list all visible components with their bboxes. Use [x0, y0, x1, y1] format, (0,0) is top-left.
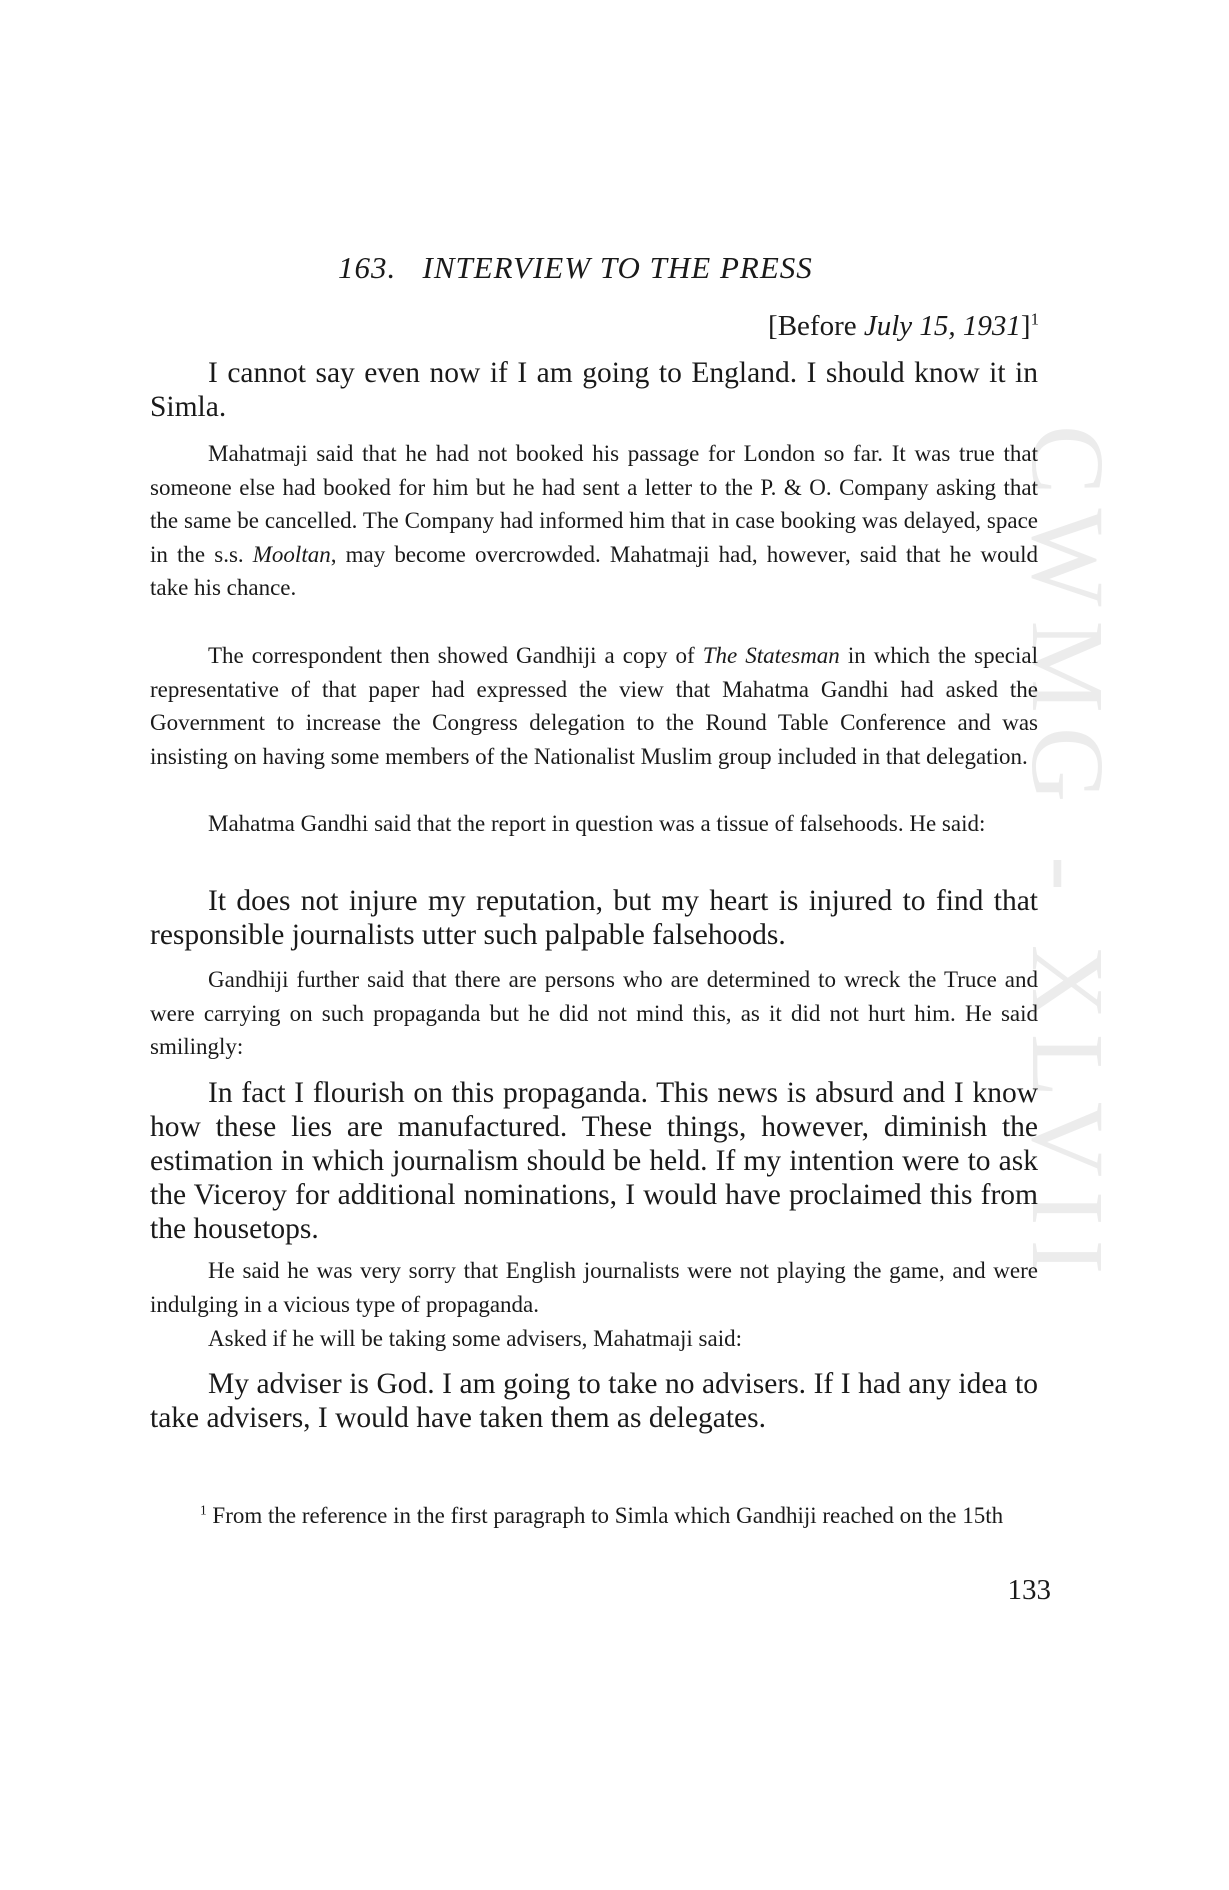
report-paragraph-6: Asked if he will be taking some advisers, Mahatmaji said: [208, 1326, 742, 1351]
newspaper-name: The Statesman [702, 643, 840, 668]
page-title [338, 250, 813, 286]
item-title: INTERVIEW TO THE PRESS [422, 250, 813, 285]
watermark-text: CWMG - XLVII [1010, 425, 1125, 1289]
footnote [160, 1501, 1050, 1530]
quote-paragraph-2: It does not injure my reputation, but my heart is injured to find that responsible journalists utter such palpable falsehoods. [150, 885, 1038, 951]
quote-paragraph-3: In fact I flourish on this propaganda. This news is absurd and I know how these lies are manufactured. These things, however, diminish the estimation in which journalism should be held. If my intention were to ask the Viceroy for additional nominations, I would have proclaimed this from the housetops. [150, 1077, 1038, 1245]
report-paragraph-1: Mahatmaji said that he had not booked his passage for London so far. It was true that someone else had booked for him but he had sent a letter to the P. & O. Company asking that the same be cancelled. The Company had informed him that in case booking was delayed, space in the s.s. Mooltan, may become overcrowded. Mahatmaji had, however, said that he would take his chance. [150, 441, 1038, 601]
footnote-mark: 1 [200, 1502, 207, 1518]
quote-paragraph-1: I cannot say even now if I am going to England. I should know it in Simla. [150, 357, 1038, 423]
report-paragraph-2: The correspondent then showed Gandhiji a copy of The Statesman in which the special representative of that paper had expressed the view that Mahatma Gandhi had asked the Government to increase the Congress delegation to the Round Table Conference and was insisting on having some members of the Nationalist Muslim group included in that delegation. [150, 643, 1038, 769]
report-paragraph-4: Gandhiji further said that there are persons who are determined to wreck the Truce and were carrying on such propaganda but he did not mind this, as it did not hurt him. He said smilingly: [150, 967, 1038, 1060]
quote-paragraph-4: My adviser is God. I am going to take no advisers. If I had any idea to take advisers, I would have taken them as delegates. [150, 1368, 1038, 1434]
page-number: 133 [1007, 1574, 1051, 1606]
report-paragraph-3: Mahatma Gandhi said that the report in question was a tissue of falsehoods. He said: [208, 811, 986, 836]
footnote-reference: 1 [1030, 309, 1039, 329]
report-paragraph-5: He said he was very sorry that English journalists were not playing the game, and were indulging in a vicious type of propaganda. [150, 1258, 1038, 1317]
dateline: [Before July 15, 1931]$^1$ [768, 309, 1039, 342]
item-number: 163. [338, 250, 397, 285]
dateline-date: July 15, [863, 310, 956, 342]
footnote-text: From the reference in the first paragraph to Simla which Gandhiji reached on the 15th [206, 1503, 1004, 1528]
ship-name: Mooltan [252, 541, 331, 567]
dateline-year: 1931 [962, 310, 1021, 342]
